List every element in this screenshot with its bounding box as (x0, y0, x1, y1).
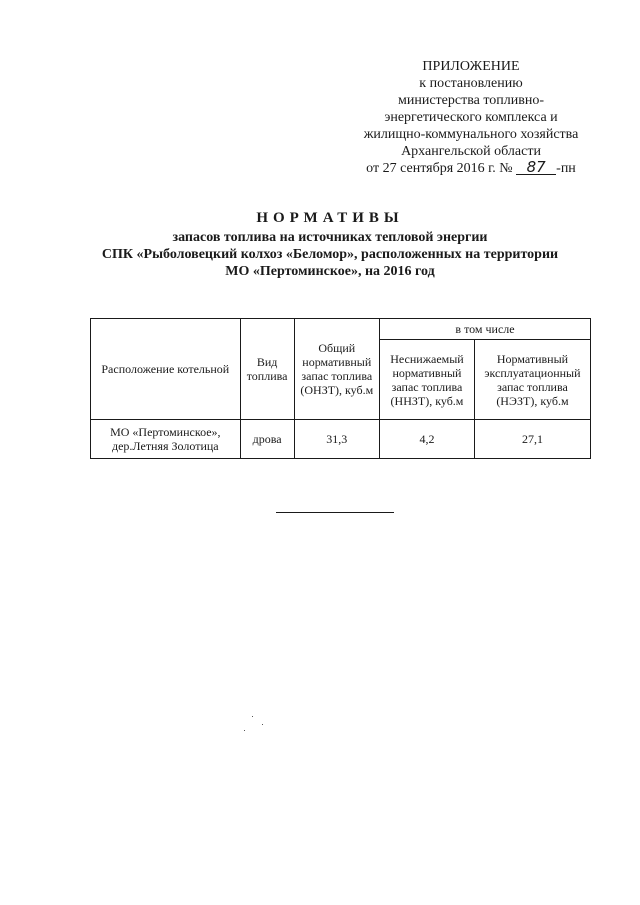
header-location: Расположение котельной (91, 319, 241, 420)
appendix-line: энергетического комплекса и (384, 110, 558, 125)
title-line: СПК «Рыболовецкий колхоз «Беломор», расположенных на территории (101, 247, 559, 262)
title-line: запасов топлива на источниках тепловой энергии (172, 230, 488, 245)
order-number: 87 (516, 160, 556, 175)
appendix-line: жилищно-коммунального хозяйства (363, 127, 579, 142)
cell-fuel-type: дрова (240, 420, 294, 459)
separator-line (276, 512, 394, 513)
cell-nezt: 27,1 (474, 420, 590, 459)
cell-nnzt: 4,2 (380, 420, 475, 459)
header-nezt: Нормативный эксплуатационный запас топлива (НЭЗТ), куб.м (474, 340, 590, 420)
appendix-line: к постановлению (419, 76, 523, 91)
location-line: дер.Летняя Золотица (112, 439, 219, 453)
order-date-line (340, 160, 602, 177)
appendix-header (340, 58, 602, 177)
title-main: НОРМАТИВЫ (256, 210, 404, 226)
location-line: МО «Пертоминское», (110, 425, 221, 439)
document-title (60, 210, 600, 280)
title-line: МО «Пертоминское», на 2016 год (225, 264, 435, 279)
scan-speck (262, 724, 263, 725)
order-suffix: -пн (556, 161, 576, 176)
header-fuel-type: Вид топлива (240, 319, 294, 420)
appendix-title: ПРИЛОЖЕНИЕ (422, 59, 520, 74)
header-nnzt: Неснижаемый нормативный запас топлива (ННЗТ), куб.м (380, 340, 475, 420)
order-date: от 27 сентября 2016 г. № (366, 161, 513, 176)
scan-speck (244, 730, 245, 731)
table-row (91, 420, 591, 459)
appendix-line: министерства топливно- (397, 93, 545, 108)
header-onzt: Общий нормативный запас топлива (ОНЗТ), куб.м (294, 319, 380, 420)
cell-onzt: 31,3 (294, 420, 380, 459)
scan-speck (252, 716, 253, 717)
header-including: в том числе (380, 319, 591, 340)
norms-table (90, 318, 591, 459)
cell-location (91, 420, 241, 459)
appendix-line: Архангельской области (401, 144, 541, 159)
